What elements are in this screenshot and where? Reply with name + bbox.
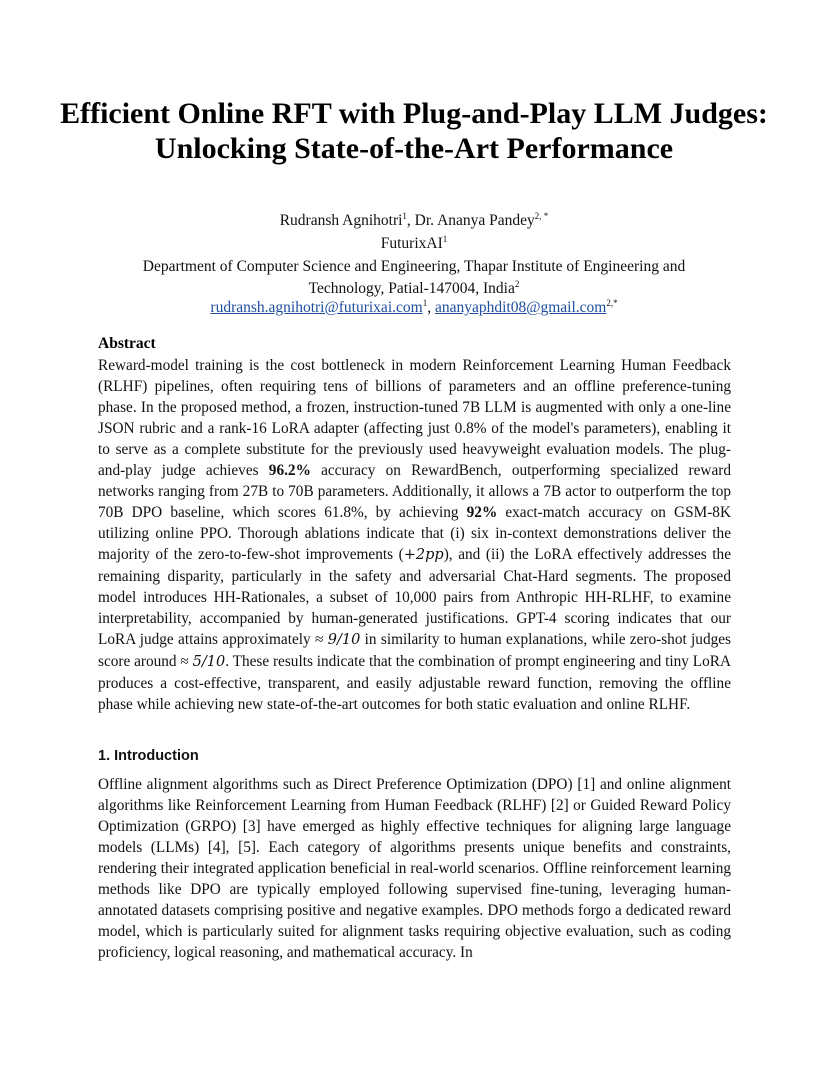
math-expression: 9/10 [327,632,361,648]
affiliation-location: Technology, Patial-147004, India [308,280,515,297]
affiliation-line: Department of Computer Science and Engineering, Thapar Institute of Engineering and [142,258,686,275]
email-separator: , [427,299,435,316]
introduction-body: Offline alignment algorithms such as Direct Preference Optimization (DPO) [1] and online alignment algorithms like Reinforcement Learning from Human Feedback (RLHF) [2] or Guided Reward Policy Optimization (GRPO) [3] have emerged as highly effective techniques for aligning large language models (LLMs) [4], [5]. Each category of algorithms presents unique benefits and constraints, rendering their integrated application beneficial in real-world scenarios. Offline reinforcement learning methods like DPO are typically employed following supervised fine-tuning, leveraging human-annotated datasets comprising positive and negative examples. DPO methods forgo a dedicated reward model, which is particularly suited for alignment tasks requiring objective evaluation, such as coding proficiency, logical reasoning, and mathematical accuracy. In [98,776,731,961]
abstract-text: . These results indicate that the combination of prompt engineering and tiny LoRA produces a cost-effective, transparent, and easily adjustable reward function, removing the offline phase while achieving new state-of-the-art outcomes for both static evaluation and online RLHF. [98,653,732,713]
email-mark: 1 [422,297,428,308]
abstract-text: in similarity to human explanations, while zero-shot judges score around ≈ [98,631,731,670]
abstract-text: accuracy on RewardBench, outperforming specialized reward networks ranging from 27B to 70B parameters. Additionally, it allows a 7B actor to outperform the top 70B DPO baseline, which scores 61.8%, by achieving [98,462,732,521]
author-emails [90,297,738,319]
abstract-body [98,355,731,715]
author-affiliation-mark: 1 [402,210,407,221]
math-expression: +2pp [403,547,444,563]
abstract-text: ), and (ii) the LoRA effectively addresses the remaining disparity, particularly in the safety and adversarial Chat-Hard segments. The proposed model introduces HH-Rationales, a subset of 10,000 pairs from Anthropic HH-RLHF, to examine interpretability, accompanied by human-generated justifications. GPT-4 scoring indicates that our LoRA judge attains approximately ≈ [98,546,731,648]
abstract-text: Reward-model training is the cost bottleneck in modern Reinforcement Learning Human Feedback (RLHF) pipelines, often requiring tens of billions of parameters and an offline preference-tuning phase. In the proposed method, a frozen, instruction-tuned 7B LLM is augmented with only a one-line JSON rubric and a rank-16 LoRA adapter (affecting just 0.8% of the model's parameters), enabling it to serve as a complete substitute for the previously used heavyweight evaluation models. The plug-and-play judge achieves [98,357,731,479]
affiliation-mark: 2 [514,278,520,289]
author-name: Dr. Ananya Pandey [414,212,535,229]
author-name: Rudransh Agnihotri [279,212,403,229]
math-expression: 5/10 [192,654,226,670]
affiliation-2 [90,256,738,300]
author-affiliation-mark: 2, * [534,210,549,221]
author-separator: , [406,212,415,229]
author-line [90,210,738,232]
affiliation-name: FuturixAI [380,235,443,252]
paper-title: Efficient Online RFT with Plug-and-Play LLM Judges: Unlocking State-of-the-Art Performance [60,97,768,165]
email-link[interactable]: ananyaphdit08@gmail.com [434,299,607,316]
affiliation-1 [90,233,738,255]
abstract-heading: Abstract [98,335,156,352]
affiliation-mark: 1 [442,233,448,244]
abstract-highlight: 92% [466,504,498,521]
email-mark: 2,* [606,297,618,308]
abstract-highlight: 96.2% [268,462,311,479]
email-link[interactable]: rudransh.agnihotri@futurixai.com [210,299,423,316]
introduction-heading: 1. Introduction [98,748,199,764]
abstract-text: exact-match accuracy on GSM-8K utilizing online PPO. Thorough ablations indicate that (i) six in-context demonstrations deliver the majority of the zero-to-few-shot improvements ( [98,504,731,563]
